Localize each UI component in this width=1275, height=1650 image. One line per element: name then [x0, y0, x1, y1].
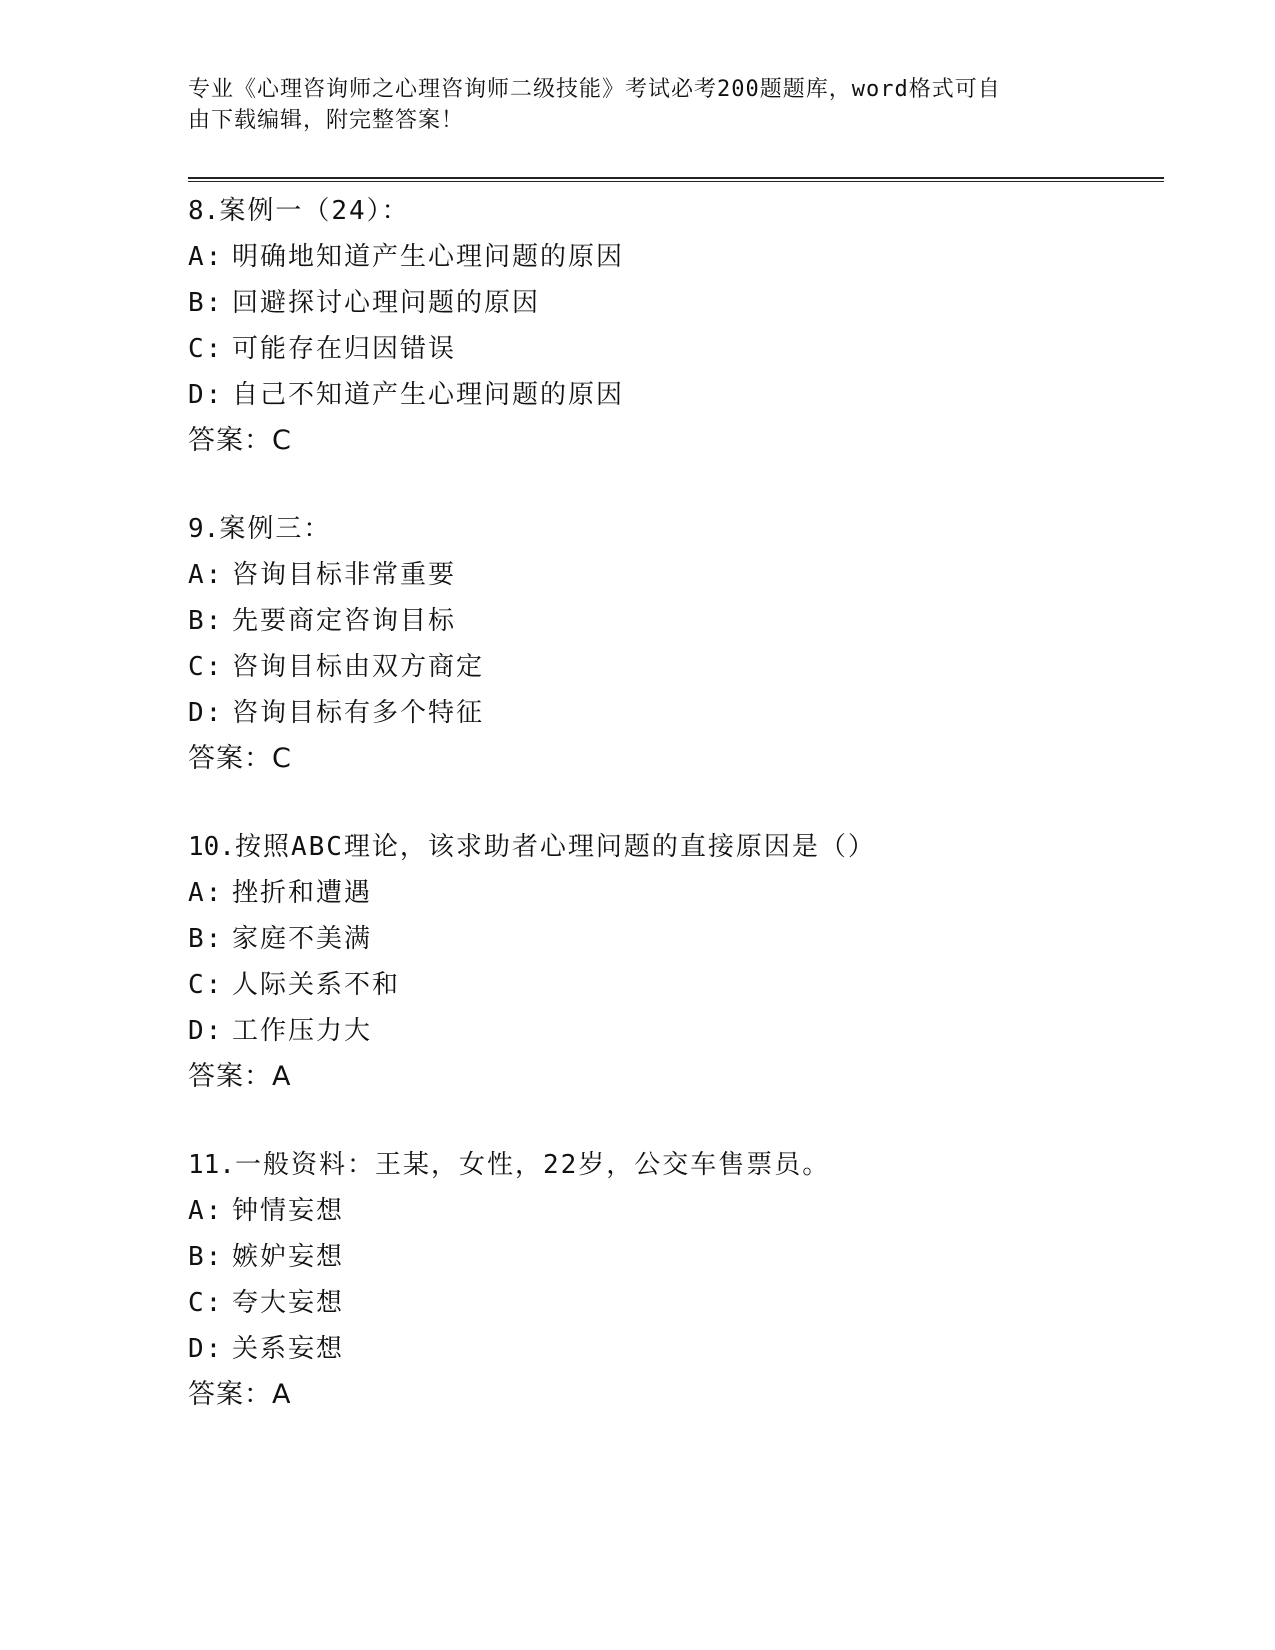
- option-d: [188, 1326, 1148, 1372]
- option-b: [188, 1234, 1148, 1280]
- question-text: 案例一（24）：: [219, 196, 410, 226]
- option-letter: D:: [188, 698, 224, 728]
- question-text: 案例三：: [219, 514, 332, 544]
- option-c: [188, 644, 1148, 690]
- question-number: 9.: [188, 514, 220, 544]
- option-text: 钟情妄想: [232, 1196, 345, 1226]
- question-prompt: [188, 188, 1148, 234]
- document-header: [188, 74, 1068, 136]
- question-list: [188, 188, 1148, 1460]
- question-number: 10.: [188, 832, 235, 862]
- option-letter: B:: [188, 924, 224, 954]
- option-c: [188, 326, 1148, 372]
- option-c: [188, 1280, 1148, 1326]
- option-d: [188, 1008, 1148, 1054]
- header-divider: [188, 177, 1164, 179]
- question-prompt: [188, 824, 1148, 870]
- question-number: 8.: [188, 196, 220, 226]
- option-letter: C:: [188, 970, 224, 1000]
- option-c: [188, 962, 1148, 1008]
- option-d: [188, 690, 1148, 736]
- option-letter: D:: [188, 1016, 224, 1046]
- option-letter: B:: [188, 1242, 224, 1272]
- option-a: [188, 234, 1148, 280]
- question-9: [188, 506, 1148, 782]
- option-b: [188, 280, 1148, 326]
- option-text: 咨询目标由双方商定: [232, 652, 485, 682]
- answer-line: 答案：A: [188, 1379, 292, 1410]
- header-line-1: 专业《心理咨询师之心理咨询师二级技能》考试必考200题题库，word格式可自: [188, 77, 1001, 102]
- question-text: 一般资料：王某，女性，22岁，公交车售票员。: [234, 1150, 831, 1180]
- option-text: 人际关系不和: [232, 970, 401, 1000]
- option-letter: D:: [188, 380, 224, 410]
- option-letter: A:: [188, 878, 224, 908]
- question-prompt: [188, 506, 1148, 552]
- option-text: 嫉妒妄想: [232, 1242, 345, 1272]
- question-10: [188, 824, 1148, 1100]
- option-letter: A:: [188, 560, 224, 590]
- option-a: [188, 1188, 1148, 1234]
- option-letter: A:: [188, 242, 224, 272]
- option-letter: C:: [188, 1288, 224, 1318]
- answer-line: 答案：A: [188, 1061, 292, 1092]
- option-text: 明确地知道产生心理问题的原因: [232, 242, 625, 272]
- option-a: [188, 870, 1148, 916]
- option-text: 家庭不美满: [232, 924, 373, 954]
- option-text: 咨询目标有多个特征: [232, 698, 485, 728]
- option-d: [188, 372, 1148, 418]
- option-text: 自己不知道产生心理问题的原因: [232, 380, 625, 410]
- option-text: 咨询目标非常重要: [232, 560, 457, 590]
- option-b: [188, 598, 1148, 644]
- option-letter: B:: [188, 606, 224, 636]
- option-text: 回避探讨心理问题的原因: [232, 288, 541, 318]
- option-text: 工作压力大: [232, 1016, 373, 1046]
- question-prompt: [188, 1142, 1148, 1188]
- answer-line: 答案：C: [188, 425, 292, 456]
- header-line-2: 由下载编辑，附完整答案！: [188, 108, 465, 133]
- option-letter: B:: [188, 288, 224, 318]
- question-8: [188, 188, 1148, 464]
- option-a: [188, 552, 1148, 598]
- option-text: 挫折和遭遇: [232, 878, 373, 908]
- option-letter: C:: [188, 652, 224, 682]
- answer-line: 答案：C: [188, 743, 292, 774]
- option-text: 可能存在归因错误: [232, 334, 457, 364]
- question-number: 11.: [188, 1150, 235, 1180]
- option-letter: A:: [188, 1196, 224, 1226]
- question-11: [188, 1142, 1148, 1418]
- header-divider-thin: [188, 181, 1164, 182]
- option-letter: C:: [188, 334, 224, 364]
- question-text: 按照ABC理论，该求助者心理问题的直接原因是（）: [234, 832, 876, 862]
- option-text: 先要商定咨询目标: [232, 606, 457, 636]
- option-text: 关系妄想: [232, 1334, 345, 1364]
- option-letter: D:: [188, 1334, 224, 1364]
- option-b: [188, 916, 1148, 962]
- option-text: 夸大妄想: [232, 1288, 345, 1318]
